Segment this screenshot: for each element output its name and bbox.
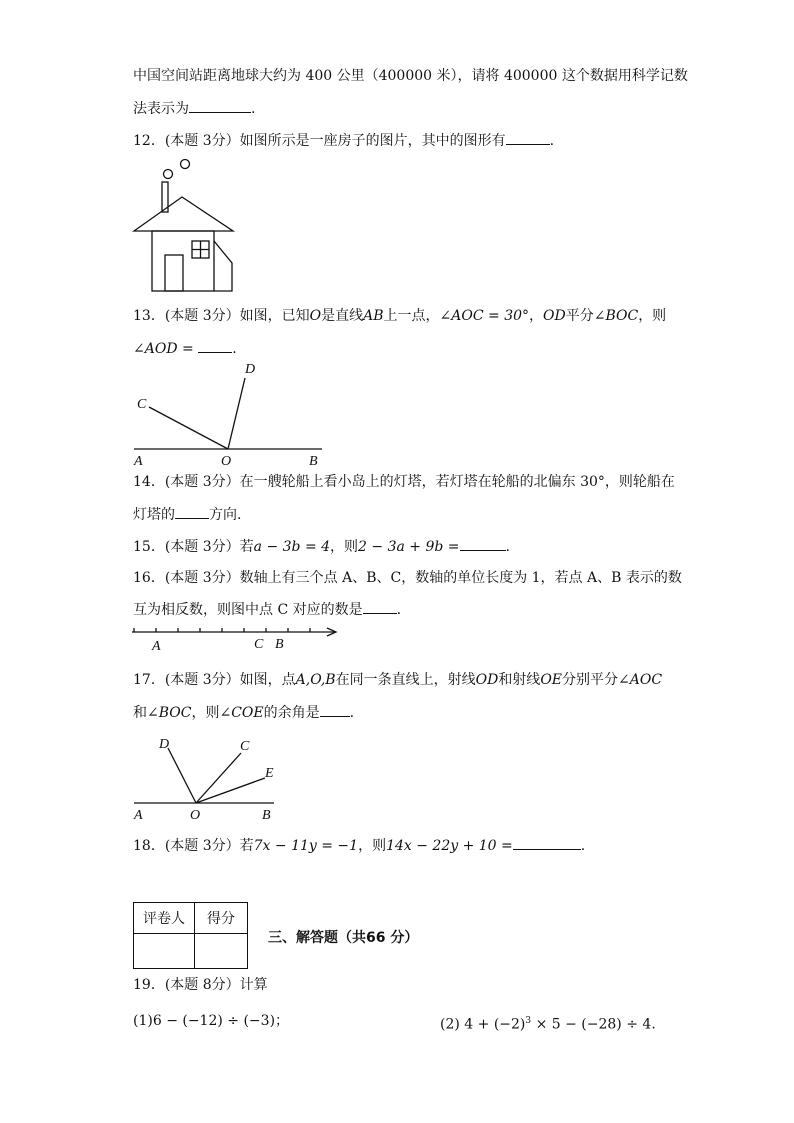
- grader-header: 评卷人: [134, 903, 195, 934]
- label-B: B: [309, 454, 318, 468]
- answer-blank[interactable]: [513, 835, 581, 850]
- table-row: [134, 934, 248, 969]
- house-figure: [128, 155, 243, 295]
- question-14: 14．(本题 3分）在一艘轮船上看小岛上的灯塔，若灯塔在轮船的北偏东 30°，则轮船在: [133, 474, 675, 490]
- score-header: 得分: [195, 903, 248, 934]
- angle-figure-13: [128, 358, 328, 468]
- label-O: O: [190, 808, 201, 823]
- question-14-line2: 灯塔的 方向.: [133, 504, 241, 525]
- question-19-part1: (1)6 − (−12) ÷ (−3)；: [133, 1013, 290, 1029]
- label-B: B: [262, 808, 271, 823]
- q11-line1: 中国空间站距离地球大约为 400 公里（400000 米），请将 400000 这个数据用科学记数: [133, 68, 688, 84]
- question-19: 19．(本题 8分）计算: [133, 977, 268, 993]
- label-O: O: [221, 454, 232, 468]
- score-cell[interactable]: [195, 934, 248, 969]
- house-door: [165, 255, 183, 291]
- question-12: 12．(本题 3分）如图所示是一座房子的图片，其中的图形有 .: [133, 130, 554, 151]
- question-13-line2: ∠AOD = .: [133, 338, 237, 359]
- label-C: C: [240, 739, 250, 754]
- question-15: 15．(本题 3分）若a − 3b = 4，则2 − 3a + 9b = .: [133, 536, 510, 557]
- label-A: A: [152, 639, 161, 654]
- question-17-line2: 和∠BOC，则∠COE的余角是 .: [133, 702, 354, 723]
- section-title: 三、解答题（共66 分）: [268, 930, 419, 946]
- label-E: E: [265, 766, 274, 781]
- label-D: D: [159, 737, 170, 752]
- answer-blank[interactable]: [460, 536, 506, 551]
- answer-blank[interactable]: [320, 702, 350, 717]
- smoke-circle-large: [181, 160, 190, 169]
- label-C: C: [254, 637, 264, 652]
- question-19-part2: (2) $4 + (-2)^3 \times 5 - (-28) \div 4$.: [440, 1016, 656, 1033]
- answer-blank[interactable]: [363, 599, 397, 614]
- label-A: A: [134, 454, 143, 468]
- label-B: B: [275, 637, 284, 652]
- table-row: [134, 903, 248, 934]
- roof-triangle: [134, 197, 233, 231]
- answer-blank[interactable]: [189, 98, 251, 113]
- number-line-figure: [128, 622, 348, 658]
- ray-OC: [149, 407, 228, 449]
- smoke-circle-small: [164, 170, 173, 179]
- answer-blank[interactable]: [198, 338, 232, 353]
- ray-OD: [228, 378, 245, 449]
- ray-OE: [196, 778, 265, 803]
- grading-table: [133, 902, 248, 969]
- house-side-wall: [214, 241, 232, 291]
- question-18: 18．(本题 3分）若7x − 11y = −1，则14x − 22y + 10 = .: [133, 835, 585, 856]
- label-C: C: [137, 397, 147, 412]
- angle-figure-17: [128, 732, 288, 824]
- question-17: 17．(本题 3分）如图，点A,O,B在同一条直线上，射线OD和射线OE分别平分∠AOC: [133, 672, 663, 688]
- answer-blank[interactable]: [175, 504, 209, 519]
- ray-OD: [168, 748, 196, 803]
- question-16-line2: 互为相反数，则图中点 C 对应的数是 .: [133, 599, 401, 620]
- question-13: 13．(本题 3分）如图，已知O是直线AB上一点，∠AOC = 30°，OD平分∠BOC，则: [133, 308, 667, 324]
- question-16: 16．(本题 3分）数轴上有三个点 A、B、C，数轴的单位长度为 1，若点 A、B 表示的数: [133, 570, 682, 586]
- grader-cell[interactable]: [134, 934, 195, 969]
- label-D: D: [245, 362, 256, 377]
- answer-blank[interactable]: [506, 130, 550, 145]
- label-A: A: [134, 808, 143, 823]
- q11-line2: 法表示为 .: [133, 98, 255, 119]
